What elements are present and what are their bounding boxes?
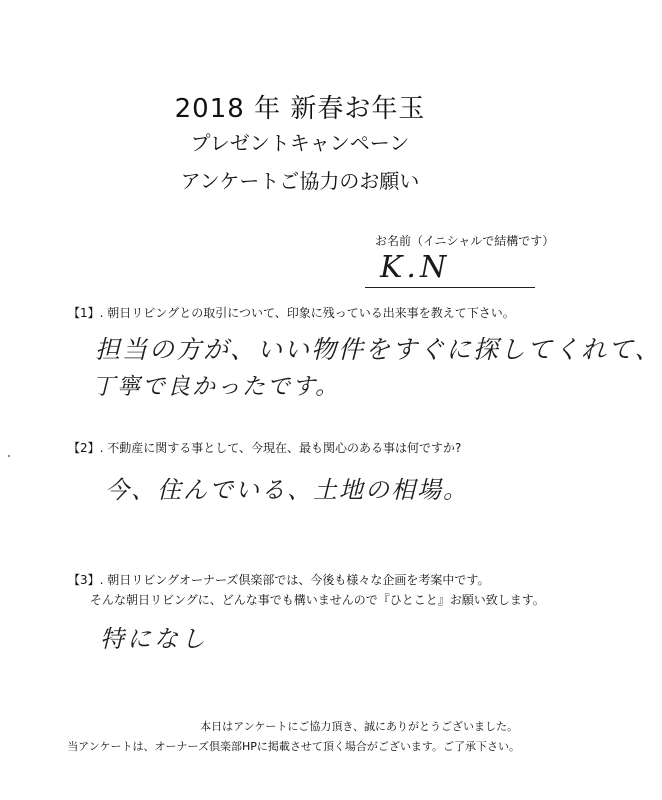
scan-speck bbox=[8, 455, 10, 457]
answer-2: 今、住んでいる、土地の相場。 bbox=[105, 476, 469, 504]
form-title: 2018 年 新春お年玉 bbox=[174, 94, 426, 124]
answer-3: 特になし bbox=[100, 625, 208, 653]
answer-1-line-1: 担当の方が、いい物件をすぐに探してくれて、 bbox=[95, 335, 662, 364]
form-heading: アンケートご協力のお願い bbox=[180, 169, 420, 193]
name-handwritten: K.N bbox=[380, 250, 451, 285]
form-subtitle: プレゼントキャンペーン bbox=[190, 131, 410, 155]
question-1: 【1】. 朝日リビングとの取引について、印象に残っている出来事を教えて下さい。 bbox=[68, 306, 515, 320]
question-3-line-1: 【3】. 朝日リビングオーナーズ倶楽部では、今後も様々な企画を考案中です。 bbox=[68, 573, 490, 587]
answer-1-line-2: 丁寧で良かったです。 bbox=[92, 374, 341, 400]
name-underline bbox=[365, 287, 535, 288]
question-3-line-2: そんな朝日リビングに、どんな事でも構いませんので『ひとこと』お願い致します。 bbox=[90, 593, 545, 607]
question-2: 【2】. 不動産に関する事として、今現在、最も関心のある事は何ですか? bbox=[68, 441, 462, 455]
footer-notice: 当アンケートは、オーナーズ倶楽部HPに掲載させて頂く場合がございます。ご了承下さい。 bbox=[67, 740, 520, 753]
footer-thanks: 本日はアンケートにご協力頂き、誠にありがとうございました。 bbox=[200, 720, 518, 733]
name-label: お名前（イニシャルで結構です） bbox=[375, 234, 555, 248]
